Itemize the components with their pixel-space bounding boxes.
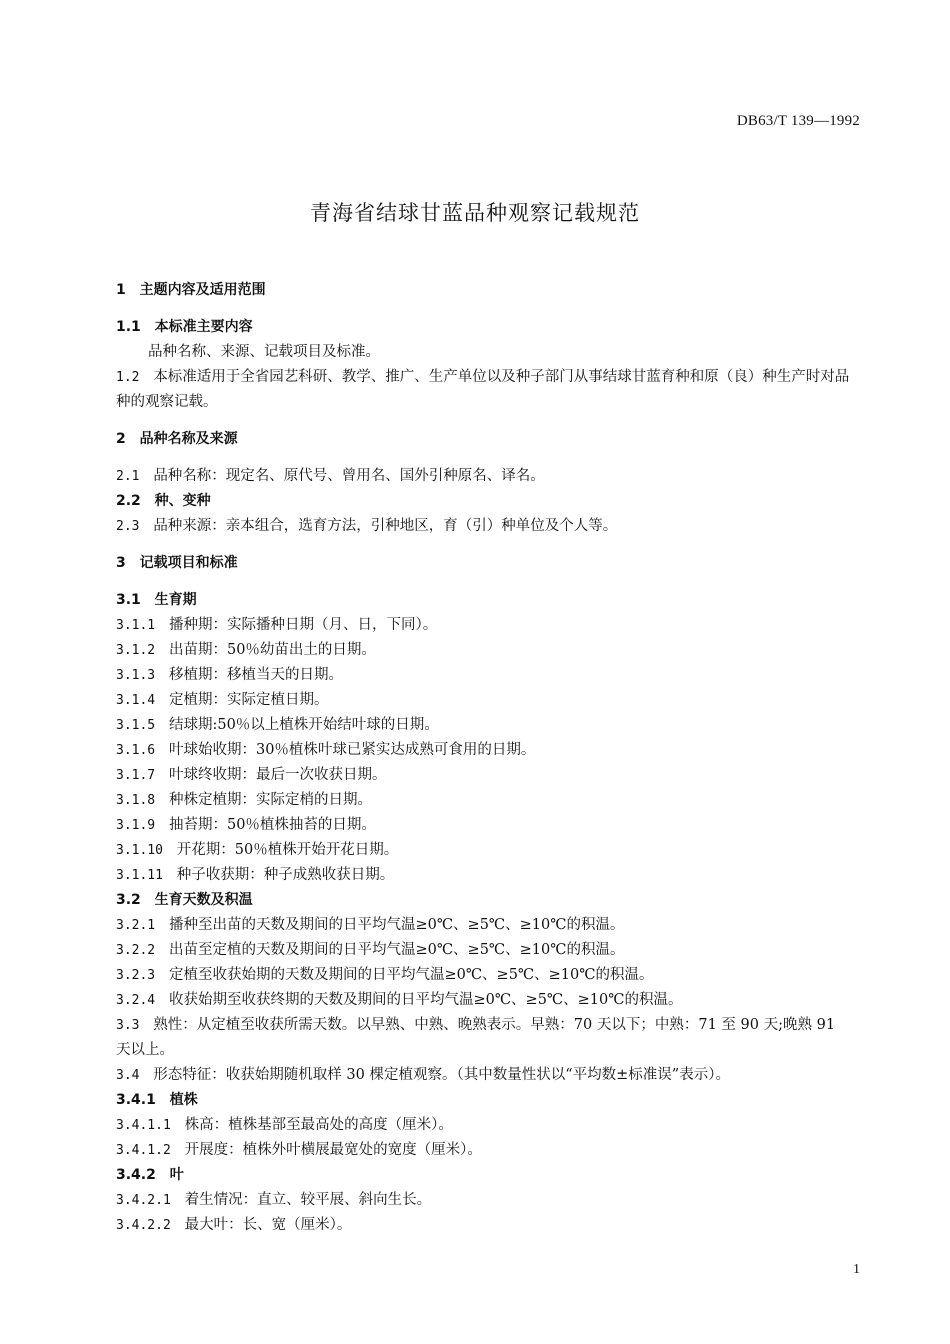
clause-number: 1 — [116, 282, 126, 298]
clause-line — [116, 988, 851, 1013]
clause-text: 种子收获期：种子成熟收获日期。 — [176, 867, 395, 883]
clause-text: 品种名称、来源、记载项目及标准。 — [148, 344, 380, 360]
clause-line — [116, 738, 851, 763]
section-heading — [116, 551, 851, 576]
clause-text: 本标准主要内容 — [154, 319, 253, 335]
clause-text: 出苗至定植的天数及期间的日平均气温≥0℃、≥5℃、≥10℃的积温。 — [168, 942, 625, 958]
clause-text: 熟性：从定植至收获所需天数。以早熟、中熟、晚熟表示。早熟：70 天以下；中熟：71 至 90 天;晚熟 91 天以上。 — [116, 1017, 836, 1058]
document-body — [116, 278, 851, 1238]
document-code: DB63/T 139—1992 — [736, 113, 860, 129]
clause-text: 本标准适用于全省园艺科研、教学、推广、生产单位以及种子部门从事结球甘蓝育种和原（良）种生产时对品种的观察记载。 — [116, 369, 850, 410]
clause-number: 2.2 — [116, 493, 141, 509]
clause-line — [116, 938, 851, 963]
clause-number: 3.2.2 — [116, 943, 156, 958]
clause-number: 3.2.1 — [116, 918, 156, 933]
clause-text: 品种来源：亲本组合，选育方法，引种地区，育（引）种单位及个人等。 — [153, 518, 618, 534]
clause-number: 3.4.1 — [116, 1092, 156, 1108]
clause-text: 叶球终收期：最后一次收获日期。 — [168, 767, 387, 783]
section-heading — [116, 1088, 851, 1113]
clause-line — [116, 813, 851, 838]
clause-number: 3.1.2 — [116, 643, 156, 658]
clause-number: 3.3 — [116, 1018, 140, 1033]
clause-text: 植株 — [169, 1092, 198, 1108]
clause-text: 品种名称及来源 — [139, 431, 238, 447]
clause-number: 3.4.2.1 — [116, 1193, 171, 1208]
section-heading — [116, 1163, 851, 1188]
page-number: 1 — [853, 1262, 860, 1277]
clause-text: 出苗期：50％幼苗出土的日期。 — [168, 642, 376, 658]
clause-number: 3.4.2.2 — [116, 1218, 171, 1233]
clause-text: 结球期:50％以上植株开始结叶球的日期。 — [168, 717, 439, 733]
clause-line — [116, 663, 851, 688]
clause-number: 3.4.1.1 — [116, 1118, 171, 1133]
clause-text: 株高：植株基部至最高处的高度（厘米）。 — [184, 1117, 453, 1133]
document-title: 青海省结球甘蓝品种观察记载规范 — [310, 201, 640, 225]
clause-text: 叶 — [169, 1167, 184, 1183]
clause-text: 移植期：移植当天的日期。 — [168, 667, 343, 683]
clause-line — [116, 913, 851, 938]
section-heading — [116, 588, 851, 613]
clause-number: 3.1.1 — [116, 618, 156, 633]
clause-number: 3.1.3 — [116, 668, 156, 683]
clause-line — [116, 1213, 851, 1238]
section-heading — [116, 427, 851, 452]
clause-number: 3.4.2 — [116, 1167, 156, 1183]
clause-number: 3 — [116, 555, 126, 571]
clause-text: 主题内容及适用范围 — [139, 282, 266, 298]
clause-line — [116, 1188, 851, 1213]
clause-text: 最大叶：长、宽（厘米）。 — [184, 1217, 352, 1233]
clause-number: 3.1.10 — [116, 843, 163, 858]
clause-line — [116, 788, 851, 813]
clause-text: 生育天数及积温 — [154, 892, 253, 908]
clause-number: 3.4.1.2 — [116, 1143, 171, 1158]
clause-text: 种、变种 — [154, 493, 211, 509]
section-heading — [116, 278, 851, 303]
clause-number: 2 — [116, 431, 126, 447]
clause-number: 2.3 — [116, 519, 140, 534]
section-heading — [116, 888, 851, 913]
clause-text: 播种期：实际播种日期（月、日，下同）。 — [168, 617, 438, 633]
clause-text: 抽苔期：50％植株抽苔的日期。 — [168, 817, 376, 833]
clause-line — [116, 688, 851, 713]
clause-text: 开花期：50％植株开始开花日期。 — [176, 842, 399, 858]
clause-text: 定植至收获始期的天数及期间的日平均气温≥0℃、≥5℃、≥10℃的积温。 — [168, 967, 654, 983]
clause-number: 3.1.6 — [116, 743, 156, 758]
clause-line — [116, 863, 851, 888]
clause-line — [116, 763, 851, 788]
clause-number: 3.1.5 — [116, 718, 156, 733]
clause-number: 3.4 — [116, 1068, 140, 1083]
clause-number: 1.2 — [116, 370, 140, 385]
clause-number: 3.1.11 — [116, 868, 163, 883]
clause-number: 3.2.4 — [116, 993, 156, 1008]
clause-line — [116, 713, 851, 738]
clause-line — [116, 365, 851, 415]
clause-text: 品种名称：现定名、原代号、曾用名、国外引种原名、译名。 — [153, 468, 545, 484]
section-heading — [116, 315, 851, 340]
clause-number: 3.1 — [116, 592, 141, 608]
clause-text: 形态特征：收获始期随机取样 30 棵定植观察。（其中数量性状以“平均数±标准误”表示）。 — [153, 1067, 730, 1083]
clause-text: 定植期：实际定植日期。 — [168, 692, 329, 708]
clause-line — [116, 1138, 851, 1163]
clause-text: 着生情况：直立、较平展、斜向生长。 — [184, 1192, 432, 1208]
clause-number: 3.1.4 — [116, 693, 156, 708]
clause-text: 叶球始收期：30％植株叶球已紧实达成熟可食用的日期。 — [168, 742, 536, 758]
clause-line — [116, 464, 851, 489]
clause-line — [116, 1113, 851, 1138]
section-heading — [116, 489, 851, 514]
clause-line — [116, 340, 851, 365]
clause-line — [116, 514, 851, 539]
clause-text: 开展度：植株外叶横展最宽处的宽度（厘米）。 — [184, 1142, 482, 1158]
clause-text: 收获始期至收获终期的天数及期间的日平均气温≥0℃、≥5℃、≥10℃的积温。 — [168, 992, 683, 1008]
clause-number: 3.1.9 — [116, 818, 156, 833]
clause-text: 种株定植期：实际定梢的日期。 — [168, 792, 372, 808]
clause-line — [116, 963, 851, 988]
clause-line — [116, 1063, 851, 1088]
clause-text: 记载项目和标准 — [139, 555, 238, 571]
clause-number: 3.2.3 — [116, 968, 156, 983]
clause-text: 播种至出苗的天数及期间的日平均气温≥0℃、≥5℃、≥10℃的积温。 — [168, 917, 625, 933]
clause-number: 3.2 — [116, 892, 141, 908]
clause-text: 生育期 — [154, 592, 197, 608]
clause-number: 3.1.7 — [116, 768, 156, 783]
clause-line — [116, 638, 851, 663]
clause-line — [116, 1013, 851, 1063]
clause-line — [116, 838, 851, 863]
clause-number: 1.1 — [116, 319, 141, 335]
clause-number: 2.1 — [116, 469, 140, 484]
clause-line — [116, 613, 851, 638]
clause-number: 3.1.8 — [116, 793, 156, 808]
